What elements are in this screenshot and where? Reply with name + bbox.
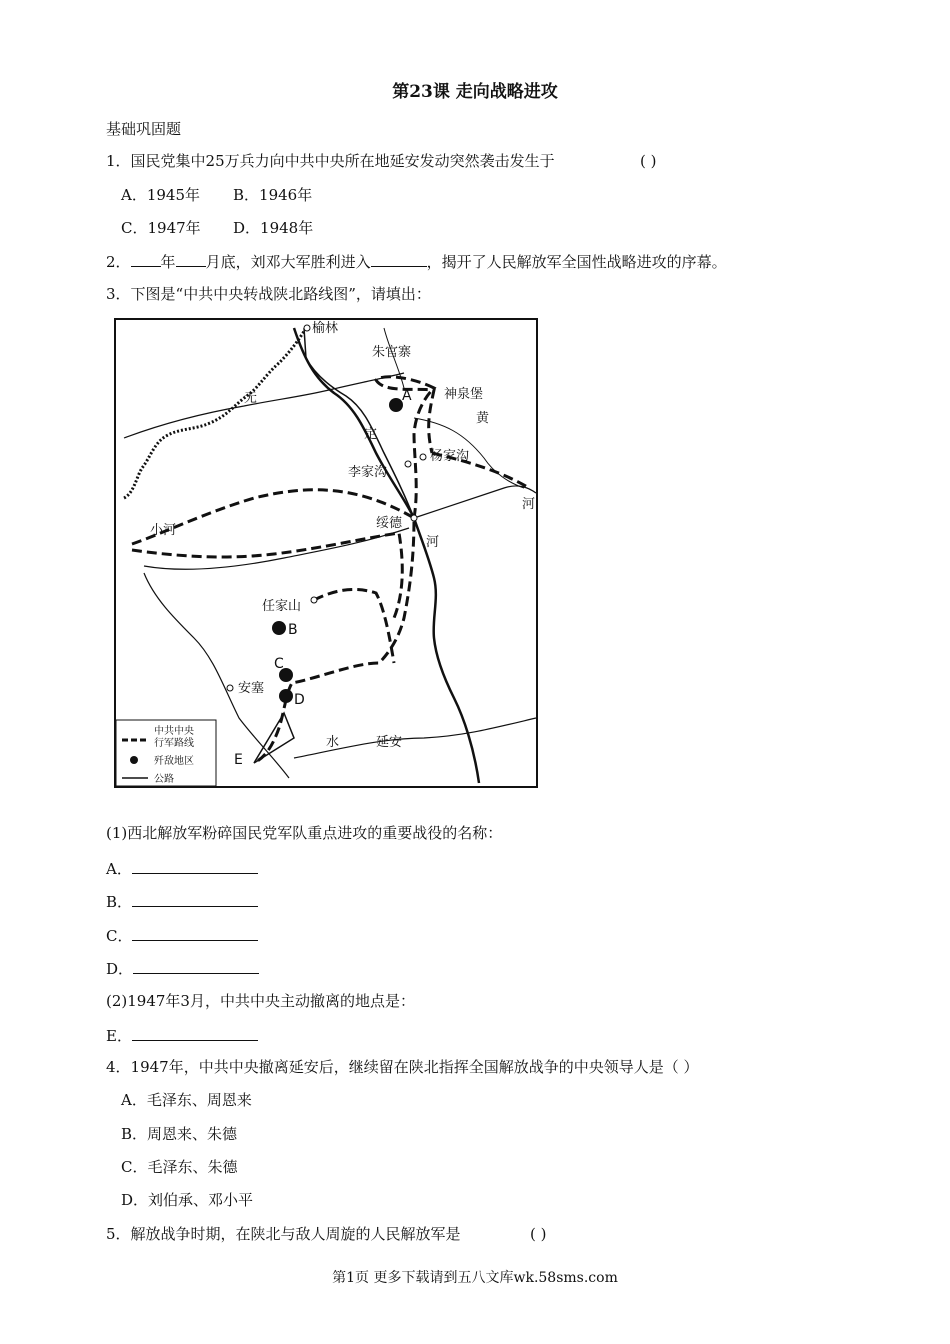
q3-answer-d-line	[106, 958, 259, 979]
label-shenquanbao: 神泉堡	[444, 387, 484, 402]
label-b: B	[288, 622, 298, 638]
label-a: A	[402, 388, 412, 404]
label-yanan: 延安	[376, 735, 403, 750]
q3-sub2: (2)1947年3月，中共中央主动撤离的地点是：	[106, 992, 415, 1010]
legend-route-line2: 行军路线	[154, 738, 194, 749]
yulin-marker	[304, 325, 310, 331]
battle-site-b	[272, 621, 286, 635]
q2-blank-place[interactable]	[371, 251, 427, 267]
q3-blank-b[interactable]	[132, 891, 258, 907]
q3-label-d: D．	[106, 960, 134, 978]
q2-blank-year[interactable]	[131, 251, 161, 267]
lijiagou-marker	[405, 461, 411, 467]
label-yangjiagou: 杨家沟	[430, 449, 470, 464]
page-footer: 第1页 更多下载请到五八文库wk.58sms.com	[332, 1270, 618, 1286]
page-title: 第23课 走向战略进攻	[392, 82, 558, 102]
q2-blank-month[interactable]	[176, 251, 206, 267]
q3-answer-a-line	[106, 858, 258, 879]
q4-stem: 4．1947年，中共中央撤离延安后，继续留在陕北指挥全国解放战争的中央领导人是（ ）	[106, 1058, 699, 1076]
legend-battle: 歼敌地区	[154, 756, 194, 767]
label-xiaohe: 小河	[150, 523, 177, 538]
legend-route-line1: 中共中央	[154, 726, 194, 737]
q4-option-b: B．周恩来、朱德	[121, 1125, 238, 1143]
label-zhuguanzhai: 朱官寨	[372, 345, 412, 360]
label-anzhai: 安塞	[238, 681, 265, 696]
label-huang: 黄	[476, 411, 490, 426]
q2-line	[106, 251, 727, 272]
q3-answer-b-line	[106, 891, 258, 912]
label-c: C	[274, 656, 284, 672]
label-suide: 绥德	[376, 516, 403, 531]
q3-label-a: A．	[106, 860, 132, 878]
renjiashan-marker	[311, 597, 317, 603]
q3-label-c: C．	[106, 927, 133, 945]
q3-blank-a[interactable]	[132, 858, 258, 874]
label-renjiashan: 任家山	[262, 599, 302, 614]
q1-option-a: A．1945年	[121, 186, 201, 204]
q5-answer-paren: ( )	[530, 1225, 547, 1243]
q3-blank-e[interactable]	[132, 1025, 258, 1041]
suide-marker	[411, 515, 417, 521]
q3-answer-c-line	[106, 925, 258, 946]
label-he-river: 河	[426, 535, 440, 550]
label-wu: 无	[244, 391, 258, 406]
q2-prefix: 2．	[106, 253, 131, 271]
q1-option-d: D．1948年	[233, 219, 314, 237]
q3-label-b: B．	[106, 893, 133, 911]
q4-option-a: A．毛泽东、周恩来	[121, 1091, 252, 1109]
label-e: E	[234, 752, 243, 768]
q1-option-c: C．1947年	[121, 219, 201, 237]
q2-text-3: ，揭开了人民解放军全国性战略进攻的序幕。	[426, 253, 727, 271]
label-yulin: 榆林	[312, 321, 339, 336]
label-he2: 河	[522, 497, 536, 512]
q4-option-d: D．刘伯承、邓小平	[121, 1191, 254, 1209]
q3-sub1: (1)西北解放军粉碎国民党军队重点进攻的重要战役的名称：	[106, 824, 503, 842]
q1-stem: 1．国民党集中25万兵力向中共中央所在地延安发动突然袭击发生于	[106, 152, 555, 170]
q3-answer-e-line	[106, 1025, 258, 1046]
anzhai-marker	[227, 685, 233, 691]
map-legend	[116, 720, 216, 786]
section-heading: 基础巩固题	[106, 120, 182, 138]
q3-blank-d[interactable]	[133, 958, 259, 974]
battle-site-a	[389, 398, 403, 412]
q3-stem: 3．下图是“中共中央转战陕北路线图”，请填出：	[106, 285, 431, 303]
q3-blank-c[interactable]	[132, 925, 258, 941]
legend-road: 公路	[154, 774, 174, 785]
legend-battle-symbol	[130, 756, 138, 764]
label-ding: 定	[364, 427, 378, 442]
label-shui: 水	[326, 735, 340, 750]
label-d: D	[294, 692, 305, 708]
q1-answer-paren: ( )	[640, 152, 657, 170]
q5-stem: 5．解放战争时期，在陕北与敌人周旋的人民解放军是	[106, 1225, 461, 1243]
q2-text-1: 年	[160, 253, 176, 271]
yangjiagou-marker	[420, 454, 426, 460]
route-map	[114, 318, 538, 788]
q4-option-c: C．毛泽东、朱德	[121, 1158, 238, 1176]
battle-site-d	[279, 689, 293, 703]
q1-option-b: B．1946年	[233, 186, 313, 204]
label-lijiagou: 李家沟	[348, 465, 388, 480]
q3-label-e: E．	[106, 1027, 132, 1045]
q2-text-2: 月底，刘邓大军胜利进入	[205, 253, 371, 271]
